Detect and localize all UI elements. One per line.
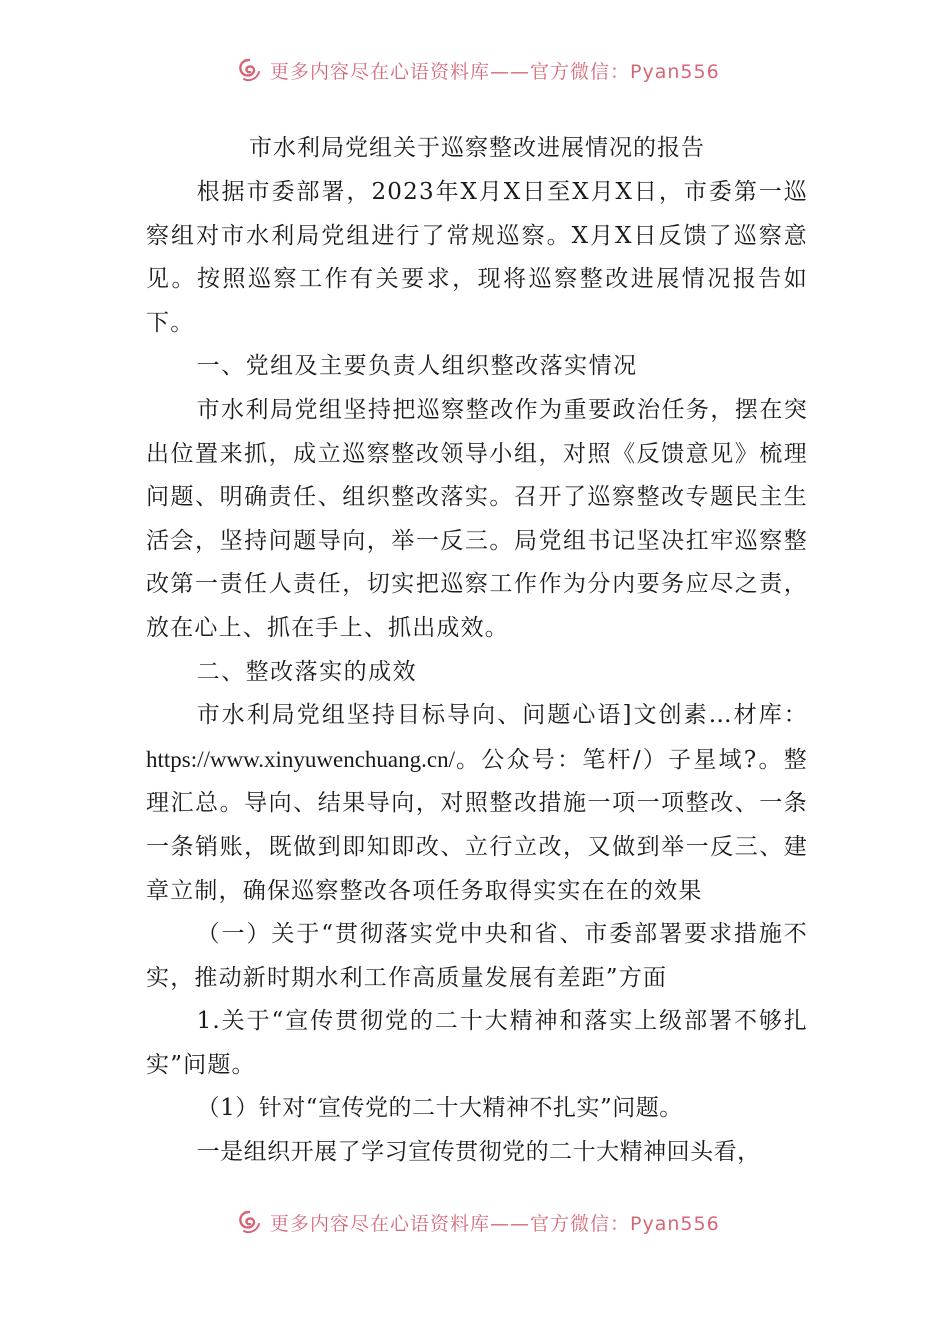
paragraph-measure-1: 一是组织开展了学习宣传贯彻党的二十大精神回头看， [196,1139,761,1166]
subsection-heading-1: （一）关于“贯彻落实党中央和省、市委部署要求措施不实，推动新时期水利工作高质量发展有差距”方面 [146,921,808,991]
paragraph-tail-text: 。公众号：笔杆/）子星域?。整理汇总。导向、结果导向，对照整改措施一项一项整改、一条一条销账，既做到即知即改、立行立改，又做到举一反三、建章立制，确保巡察整改各项任务取得实实在在的效果 [146,746,808,904]
watermark-text: 更多内容尽在心语资料库——官方微信：Pyan556 [270,60,720,83]
watermark-footer [236,1204,756,1240]
watermark-header [236,52,756,88]
paragraph-intro: 根据市委部署，2023年X月X日至X月X日，市委第一巡察组对市水利局党组进行了常规巡察。X月X日反馈了巡察意见。按照巡察工作有关要求，现将巡察整改进展情况报告如下。 [146,179,808,336]
watermark-text: 更多内容尽在心语资料库——官方微信：Pyan556 [270,1212,720,1235]
swirl-logo-icon [236,57,262,83]
swirl-logo-icon [236,1209,262,1235]
section-heading-2: 二、整改落实的成效 [196,658,418,685]
paragraph-section-1: 市水利局党组坚持把巡察整改作为重要政治任务，摆在突出位置来抓，成立巡察整改领导小组，对照《反馈意见》梳理问题、明确责任、组织整改落实。召开了巡察整改专题民主生活会，坚持问题导向，举一反三。局党组书记坚决扛牢巡察整改第一责任人责任，切实把巡察工作作为分内要务应尽之责，放在心上、抓在手上、抓出成效。 [146,396,808,641]
paragraph-lead-text: 市水利局党组坚持目标导向、问题心语]文创素…材库： [196,702,808,729]
section-heading-1: 一、党组及主要负责人组织整改落实情况 [196,353,638,380]
document-title: 市水利局党组关于巡察整改进展情况的报告 [249,135,705,161]
website-url: https://www.xinyuwenchuang.cn/ [146,746,455,772]
document-body [146,128,808,1175]
issue-heading-1: 1.关于“宣传贯彻党的二十大精神和落实上级部署不够扎实”问题。 [146,1008,808,1078]
paragraph-section-2 [146,694,808,913]
issue-subheading-1: （1）针对“宣传党的二十大精神不扎实”问题。 [196,1095,683,1122]
